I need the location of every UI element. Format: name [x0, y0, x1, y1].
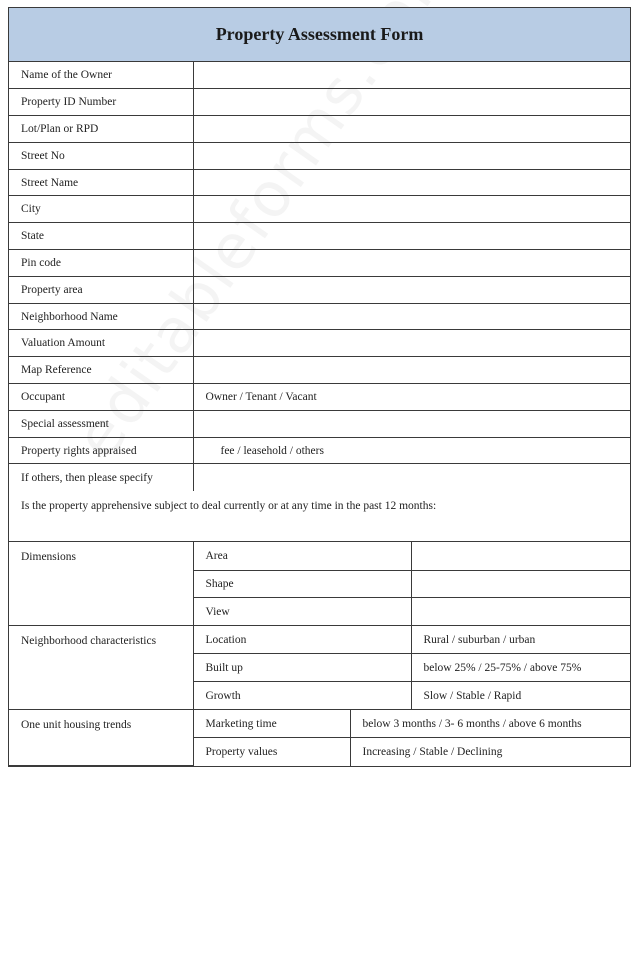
- apprehensive-row: [9, 491, 630, 542]
- property-assessment-form: [8, 7, 631, 767]
- form-row: [9, 303, 630, 330]
- dimensions-label: Dimensions: [9, 542, 193, 625]
- form-row: [9, 89, 630, 116]
- neighborhood-value-field[interactable]: below 25% / 25-75% / above 75%: [411, 654, 630, 682]
- field-value[interactable]: [193, 169, 630, 196]
- form-row: [9, 142, 630, 169]
- field-value[interactable]: fee / leasehold / others: [193, 437, 630, 464]
- dimensions-table: [9, 542, 630, 626]
- field-value[interactable]: [193, 62, 630, 89]
- form-row: [9, 62, 630, 89]
- field-value[interactable]: [193, 410, 630, 437]
- field-value[interactable]: Owner / Tenant / Vacant: [193, 384, 630, 411]
- dimensions-value-field[interactable]: [411, 598, 630, 626]
- housing-row: [9, 710, 630, 738]
- field-value[interactable]: [193, 89, 630, 116]
- field-value[interactable]: [193, 276, 630, 303]
- neighborhood-label: Neighborhood characteristics: [9, 626, 193, 709]
- dimensions-sub-label: Area: [193, 542, 411, 570]
- housing-trends-table: [9, 710, 630, 766]
- field-value[interactable]: [193, 303, 630, 330]
- field-label: Street No: [9, 142, 193, 169]
- field-label: If others, then please specify: [9, 464, 193, 491]
- form-row: [9, 250, 630, 277]
- field-value[interactable]: [193, 142, 630, 169]
- form-row: [9, 464, 630, 491]
- neighborhood-sub-label: Built up: [193, 654, 411, 682]
- field-value[interactable]: [193, 223, 630, 250]
- field-label: Map Reference: [9, 357, 193, 384]
- field-value[interactable]: [193, 196, 630, 223]
- field-label: Name of the Owner: [9, 62, 193, 89]
- housing-sub-label: Property values: [193, 738, 350, 766]
- form-row: [9, 196, 630, 223]
- form-row: [9, 357, 630, 384]
- dimensions-sub-label: Shape: [193, 570, 411, 598]
- apprehensive-question[interactable]: Is the property apprehensive subject to deal currently or at any time in the past 12 months:: [9, 491, 630, 542]
- form-row: [9, 437, 630, 464]
- neighborhood-row: [9, 626, 630, 654]
- form-row: [9, 330, 630, 357]
- dimensions-value-field[interactable]: [411, 542, 630, 570]
- housing-label: One unit housing trends: [9, 710, 193, 766]
- form-row: [9, 384, 630, 411]
- form-row: [9, 169, 630, 196]
- field-label: City: [9, 196, 193, 223]
- field-label: Valuation Amount: [9, 330, 193, 357]
- field-label: State: [9, 223, 193, 250]
- housing-sub-label: Marketing time: [193, 710, 350, 738]
- neighborhood-sub-label: Growth: [193, 682, 411, 710]
- form-title: Property Assessment Form: [9, 8, 630, 62]
- housing-value-field[interactable]: below 3 months / 3- 6 months / above 6 months: [350, 710, 630, 738]
- owner-details-table: [9, 62, 630, 491]
- neighborhood-sub-label: Location: [193, 626, 411, 654]
- dimensions-sub-label: View: [193, 598, 411, 626]
- neighborhood-value-field[interactable]: Rural / suburban / urban: [411, 626, 630, 654]
- field-label: Occupant: [9, 384, 193, 411]
- field-value[interactable]: [193, 357, 630, 384]
- field-value[interactable]: [193, 116, 630, 143]
- apprehensive-table: [9, 491, 630, 543]
- field-label: Neighborhood Name: [9, 303, 193, 330]
- field-label: Street Name: [9, 169, 193, 196]
- field-label: Property area: [9, 276, 193, 303]
- field-label: Lot/Plan or RPD: [9, 116, 193, 143]
- housing-value-field[interactable]: Increasing / Stable / Declining: [350, 738, 630, 766]
- neighborhood-table: [9, 626, 630, 710]
- field-label: Special assessment: [9, 410, 193, 437]
- field-label: Property ID Number: [9, 89, 193, 116]
- form-row: [9, 410, 630, 437]
- field-label: Pin code: [9, 250, 193, 277]
- field-label: Property rights appraised: [9, 437, 193, 464]
- form-row: [9, 276, 630, 303]
- field-value[interactable]: [193, 330, 630, 357]
- neighborhood-value-field[interactable]: Slow / Stable / Rapid: [411, 682, 630, 710]
- form-row: [9, 223, 630, 250]
- dimensions-value-field[interactable]: [411, 570, 630, 598]
- dimensions-row: [9, 542, 630, 570]
- field-value[interactable]: [193, 464, 630, 491]
- field-value[interactable]: [193, 250, 630, 277]
- form-row: [9, 116, 630, 143]
